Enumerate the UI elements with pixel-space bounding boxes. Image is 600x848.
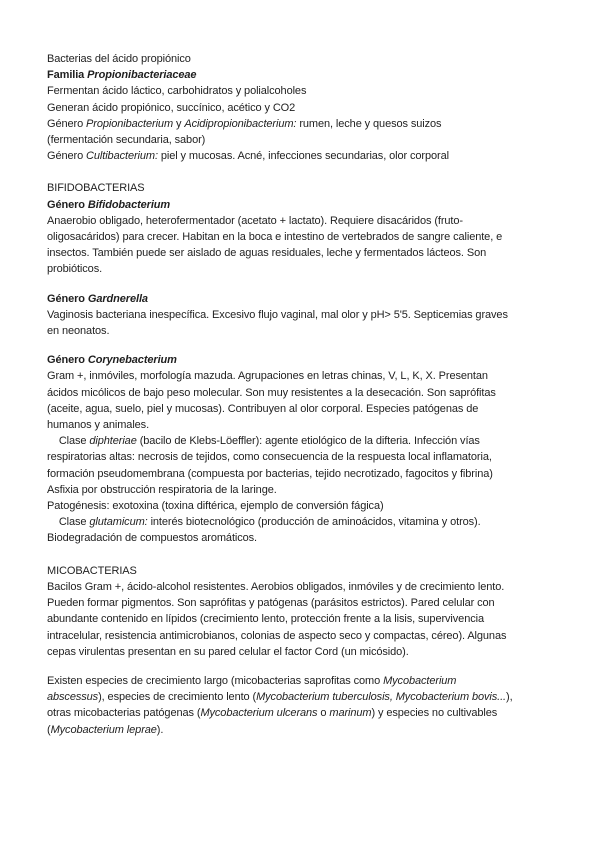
text-line: Existen especies de crecimiento largo (micobacterias saprofitas como Mycobacterium: [47, 674, 457, 687]
text-line: Bacilos Gram +, ácido-alcohol resistentes. Aerobios obligados, inmóviles y de crecimiento lento.: [47, 580, 505, 593]
text-line: Fermentan ácido láctico, carbohidratos y polialcoholes: [47, 85, 307, 98]
text-line: ácidos micólicos de bajo peso molecular. Son muy resistentes a la desecación. Son saprófitas: [47, 386, 496, 399]
text-line: Clase glutamicum: interés biotecnológico (producción de aminoácidos, vitamina y otros).: [47, 516, 481, 529]
text-line: respiratorias altas: necrosis de tejidos, como consecuencia de la respuesta local inflamatoria,: [47, 451, 492, 464]
genus-heading-gardnerella: Género Gardnerella: [47, 292, 148, 305]
section-heading-myco: MICOBACTERIAS: [47, 564, 137, 577]
text-line: (aceite, agua, suelo, piel y mucosas). Contribuyen al olor corporal. Especies patógenas de: [47, 402, 479, 415]
text-line: abscessus), especies de crecimiento lento (Mycobacterium tuberculosis, Mycobacterium bovis...),: [47, 691, 513, 704]
text-line: Asfixia por obstrucción respiratoria de la laringe.: [47, 483, 277, 496]
text-line: oligosacáridos) para crecer. Habitan en la boca e intestino de vertebrados de sangre caliente, e: [47, 231, 503, 244]
text-line: humanos y animales.: [47, 419, 150, 432]
text-line: otras micobacterias patógenas (Mycobacterium ulcerans o marinum) y especies no cultivables: [47, 707, 498, 720]
text-line: abundante contenido en lípidos (crecimiento lento, protección frente a la lisis, supervivencia: [47, 613, 484, 626]
genus-heading-bifidobacterium: Género Bifidobacterium: [47, 198, 171, 211]
text-line: Patogénesis: exotoxina (toxina diftérica, ejemplo de conversión fágica): [47, 500, 384, 513]
text-line: intracelular, resistencia antimicrobianos, colonias de aspecto seco y compactas, céreo). Algunas: [47, 629, 507, 642]
text-line: (Mycobacterium leprae).: [47, 723, 164, 736]
family-heading: Familia Propionibacteriaceae: [47, 69, 197, 82]
text-line: cepas virulentas presentan en su pared celular el factor Cord (un micósido).: [47, 645, 409, 658]
text-line: Género Cultibacterium: piel y mucosas. Acné, infecciones secundarias, olor corporal: [47, 150, 449, 163]
text-line: Clase diphteriae (bacilo de Klebs-Löeffler): agente etiológico de la difteria. Infección vías: [47, 435, 480, 448]
text-line: probióticos.: [47, 263, 103, 276]
document-page: [47, 51, 562, 738]
text-line: insectos. También puede ser aislado de aguas residuales, leche y fermentados lácteos. Son: [47, 247, 487, 260]
text-line: Género Propionibacterium y Acidipropionibacterium: rumen, leche y quesos suizos: [47, 117, 442, 130]
text-line: en neonatos.: [47, 325, 110, 338]
text-line: Biodegradación de compuestos aromáticos.: [47, 532, 258, 545]
section-heading-bifido: BIFIDOBACTERIAS: [47, 182, 145, 195]
text-line: Gram +, inmóviles, morfología mazuda. Agrupaciones en letras chinas, V, L, K, X. Presentan: [47, 370, 488, 383]
text-line: Pueden formar pigmentos. Son saprófitas y patógenas (parásitos estrictos). Pared celular con: [47, 597, 495, 610]
section-heading-propionic: Bacterias del ácido propiónico: [47, 53, 191, 65]
text-line: Vaginosis bacteriana inespecífica. Excesivo flujo vaginal, mal olor y pH> 5'5. Septicemias graves: [47, 308, 508, 321]
genus-heading-corynebacterium: Género Corynebacterium: [47, 354, 177, 367]
text-line: Generan ácido propiónico, succínico, acético y CO2: [47, 101, 296, 114]
text-line: formación pseudomembrana (compuesta por bacterias, tejido necrotizado, fagocitos y fibrina): [47, 467, 493, 480]
text-line: (fermentación secundaria, sabor): [47, 134, 206, 147]
text-line: Anaerobio obligado, heterofermentador (acetato + lactato). Requiere disacáridos (fruto-: [47, 214, 463, 227]
